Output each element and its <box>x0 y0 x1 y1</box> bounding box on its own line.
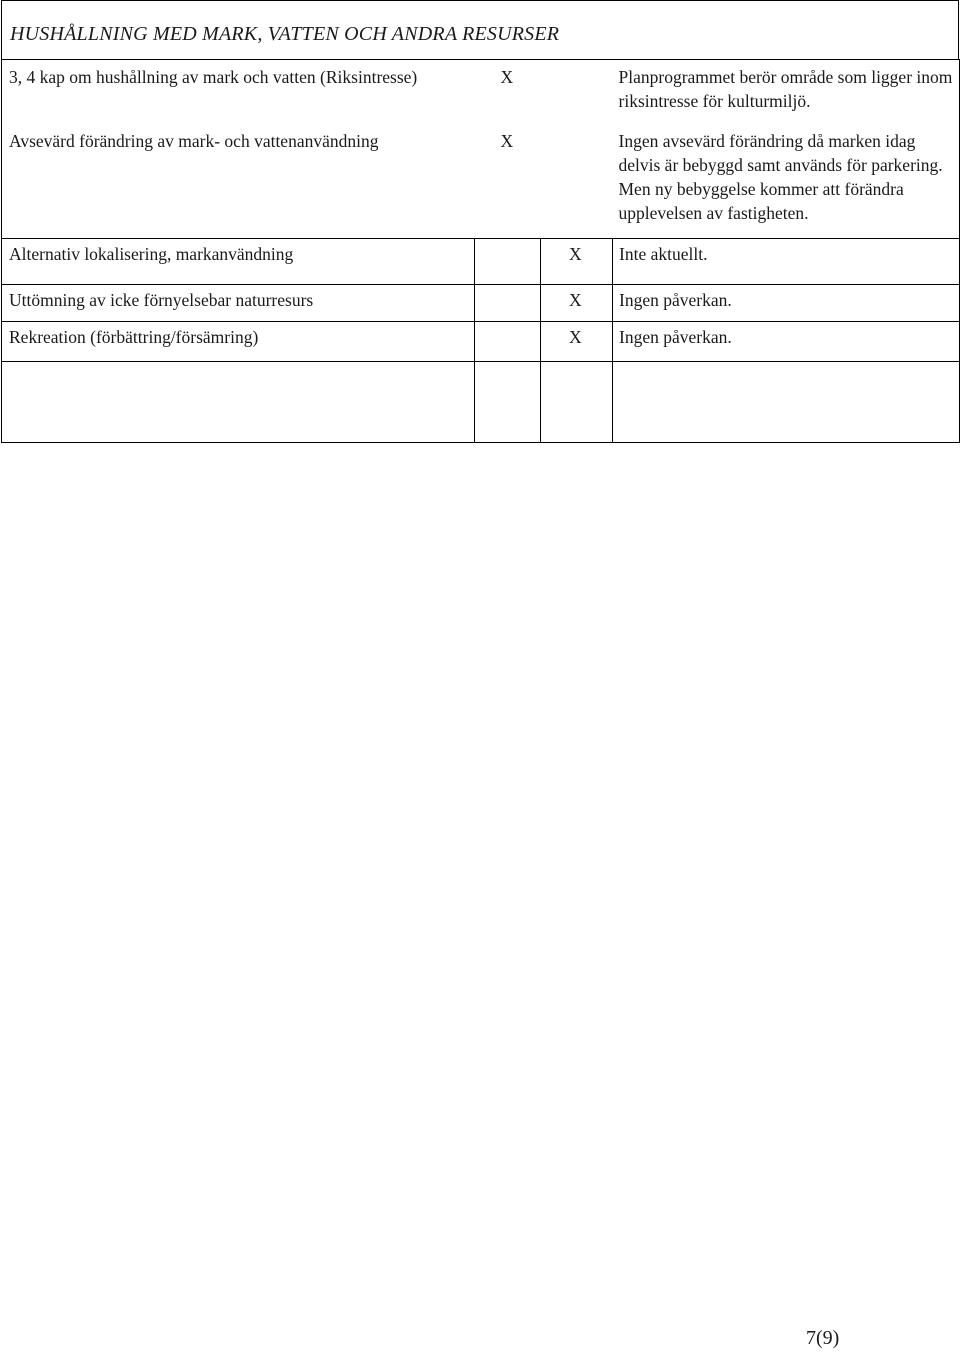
empty-cell <box>475 362 541 443</box>
row-comment: Planprogrammet berör område som ligger inom riksintresse för kulturmiljö. <box>613 60 960 129</box>
page-number: 7(9) <box>806 1327 840 1349</box>
assessment-table <box>1 59 960 443</box>
table-row <box>2 60 960 129</box>
row-mark-col2: X <box>541 239 613 285</box>
row-mark-col1: X <box>500 130 514 151</box>
table-row <box>2 285 960 322</box>
empty-cell <box>2 362 475 443</box>
row-mark-col2: X <box>541 322 613 362</box>
table-row-empty <box>2 362 960 443</box>
row-comment: Inte aktuellt. <box>613 239 960 285</box>
table-row <box>2 239 960 285</box>
section-title: HUSHÅLLNING MED MARK, VATTEN OCH ANDRA RESURSER <box>10 23 560 45</box>
empty-cell <box>613 362 960 443</box>
row-comment: Ingen påverkan. <box>613 285 960 322</box>
row-comment: Ingen avsevärd förändring då marken idag delvis är bebyggd samt används för parkering. Men ny bebyggelse kommer att förändra upplevelsen av fastigheten. <box>613 129 960 239</box>
row-mark-col1 <box>475 239 541 285</box>
table-row <box>2 129 960 239</box>
row-topic: Avsevärd förändring av mark- och vattenanvändning <box>2 129 475 239</box>
table-row <box>2 322 960 362</box>
row-comment: Ingen påverkan. <box>613 322 960 362</box>
row-topic: Rekreation (förbättring/försämring) <box>2 322 475 362</box>
section-header <box>1 0 959 60</box>
row-mark-col2 <box>541 60 613 129</box>
row-mark-col1 <box>475 285 541 322</box>
row-mark-col1 <box>475 322 541 362</box>
row-mark-col1: X <box>475 60 541 129</box>
row-mark-col2 <box>541 129 613 239</box>
row-topic: 3, 4 kap om hushållning av mark och vatten (Riksintresse) <box>2 60 475 129</box>
row-topic: Uttömning av icke förnyelsebar naturresurs <box>2 285 475 322</box>
empty-cell <box>541 362 613 443</box>
row-topic: Alternativ lokalisering, markanvändning <box>2 239 475 285</box>
row-mark-col2: X <box>541 285 613 322</box>
